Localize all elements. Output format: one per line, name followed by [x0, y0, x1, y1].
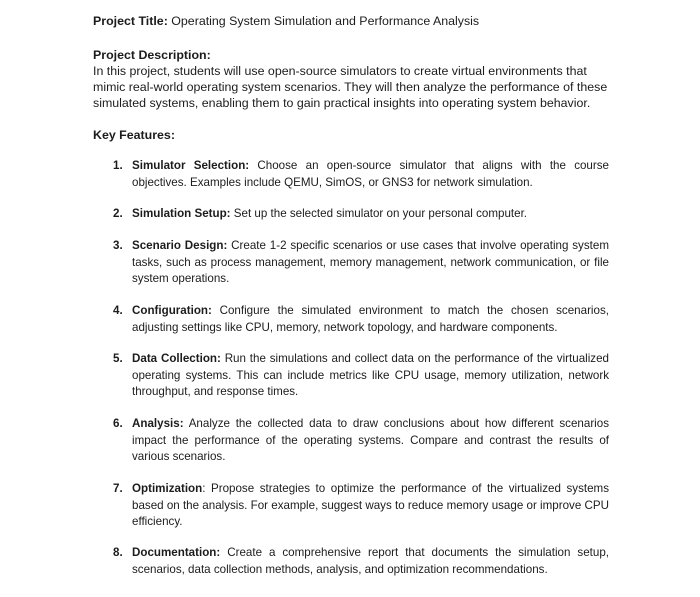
feature-item-2: [113, 206, 609, 223]
feature-item-6: [113, 416, 609, 466]
feature-item-1: [113, 158, 609, 191]
feature-text: Run the simulations and collect data on the performance of the virtualized operating systems. This can include metrics like CPU usage, memory utilization, network throughput, and response times.: [132, 352, 609, 398]
project-description-label: Project Description:: [93, 48, 211, 62]
feature-number: 4.: [113, 304, 123, 317]
project-title: [93, 13, 479, 29]
feature-number: 3.: [113, 239, 123, 252]
feature-item-3: [113, 238, 609, 288]
feature-name: Data Collection:: [132, 352, 221, 365]
project-description-text: In this project, students will use open-source simulators to create virtual environments that mimic real-world operating system scenarios. They will then analyze the performance of these simulated systems, enabling them to gain practical insights into operating system behavior.: [93, 64, 608, 110]
feature-number: 1.: [113, 159, 123, 172]
key-features-heading: Key Features:: [93, 128, 175, 142]
feature-name: Analysis:: [132, 417, 184, 430]
feature-item-8: [113, 545, 609, 578]
project-title-label: Project Title:: [93, 14, 168, 28]
feature-text: : Propose strategies to optimize the performance of the virtualized systems based on the analysis. For example, suggest ways to reduce memory usage or improve CPU efficiency.: [132, 482, 609, 528]
feature-name: Configuration:: [132, 304, 212, 317]
feature-text: Choose an open-source simulator that aligns with the course objectives. Examples include QEMU, SimOS, or GNS3 for network simulation.: [132, 159, 609, 189]
feature-text: Configure the simulated environment to match the chosen scenarios, adjusting settings like CPU, memory, network topology, and hardware components.: [132, 304, 609, 334]
feature-number: 2.: [113, 207, 123, 220]
feature-item-5: [113, 351, 609, 401]
feature-name: Simulation Setup:: [132, 207, 231, 220]
feature-item-4: [113, 303, 609, 336]
feature-name: Documentation:: [132, 546, 221, 559]
feature-number: 8.: [113, 546, 123, 559]
feature-number: 5.: [113, 352, 123, 365]
feature-item-7: [113, 481, 609, 531]
feature-text: Set up the selected simulator on your personal computer.: [233, 207, 528, 220]
feature-text: Create a comprehensive report that documents the simulation setup, scenarios, data collection methods, analysis, and optimization recommendations.: [132, 546, 609, 576]
project-title-value: Operating System Simulation and Performance Analysis: [171, 14, 480, 28]
feature-number: 7.: [113, 482, 123, 495]
feature-text: Create 1-2 specific scenarios or use cases that involve operating system tasks, such as process management, memory management, network communication, or file system operations.: [132, 239, 609, 285]
feature-name: Simulator Selection:: [132, 159, 250, 172]
feature-text: Analyze the collected data to draw conclusions about how different scenarios impact the performance of the operating systems. Compare and contrast the results of various scenarios.: [132, 417, 609, 463]
feature-number: 6.: [113, 417, 123, 430]
feature-name: Optimization: [132, 482, 203, 495]
feature-name: Scenario Design:: [132, 239, 228, 252]
